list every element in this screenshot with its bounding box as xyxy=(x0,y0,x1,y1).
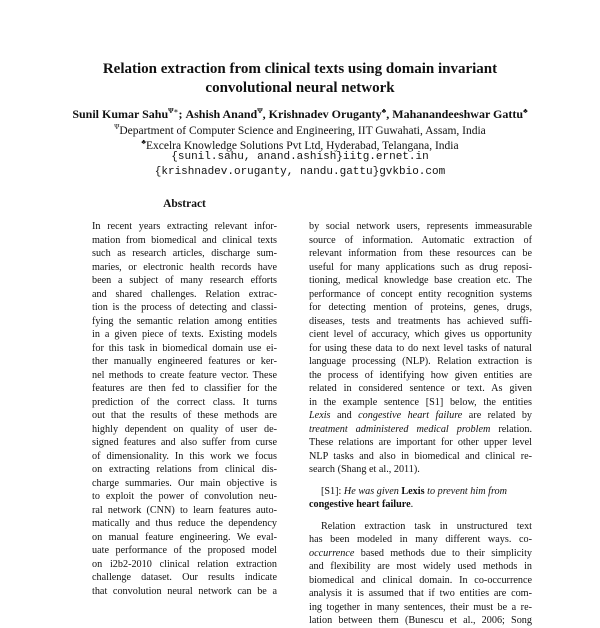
abstract-line: In recent years extracting relevant infor- xyxy=(92,221,277,232)
body-line-rich xyxy=(309,547,532,561)
body-line: useful for many applications such as drug reposi- xyxy=(309,261,532,273)
title-line-2: convolutional neural network xyxy=(205,80,395,96)
abstract-line: on manual feature engineering. We eval- xyxy=(92,531,277,543)
title-line-1: Relation extraction from clinical texts using domain invariant xyxy=(102,61,498,77)
abstract-line: highly dependent on quality of user de- xyxy=(92,423,277,435)
affiliation-mark: Ψ xyxy=(114,123,120,131)
affiliation-mark: ♣ xyxy=(141,138,146,146)
abstract-line: to exploit the power of convolution neu- xyxy=(92,491,277,502)
author-list: Sunil Kumar Sahu$^{\Psi∗}$; Ashish Anand$^\Psi$, Krishnadev Oruganty♣, Mahanandeeshwar Gattu♣ xyxy=(72,107,528,121)
body-line: the process of identifying how given entities are xyxy=(309,369,532,381)
body-line: language processing (NLP). Relation extraction is xyxy=(309,356,532,367)
body-line: biomedical and clinical domain. In co-occurrence xyxy=(309,574,532,586)
example-text: He was given xyxy=(343,485,399,497)
abstract-line: features are then fed to classifier for the xyxy=(92,383,277,394)
relation-type: treatment administered medical problem xyxy=(309,423,491,435)
abstract-line: for this task in biomedical domain use ei- xyxy=(92,342,277,354)
abstract-line: been a subject of many research efforts xyxy=(92,275,277,286)
body-line: for using these data to do next level tasks of natural xyxy=(309,342,532,354)
abstract-body xyxy=(92,220,277,598)
abstract-line: fying the semantic relation among entities xyxy=(92,315,277,327)
author-name: Krishnadev Oruganty xyxy=(268,107,382,121)
example-text: to prevent him from xyxy=(427,485,508,497)
example-label: [S1]: xyxy=(321,485,342,497)
body-line: has been modeled in many different ways. co- xyxy=(309,534,532,545)
body-line: ing together in many sentences, their must be a re- xyxy=(309,601,532,613)
author-mark: ∗ xyxy=(173,107,179,115)
body-line: lation between them (Bunescu et al., 2006; Song xyxy=(309,615,532,626)
body-line: analysis it is assumed that if two entities are com- xyxy=(309,588,532,599)
author-mark: Ψ xyxy=(257,107,263,115)
abstract-line: signed features and also suffer from curse xyxy=(92,437,277,448)
intro-body xyxy=(309,220,532,628)
body-line: relevant information from these resources can be xyxy=(309,248,532,259)
author-mark: Ψ xyxy=(168,107,174,115)
example-sentence-cont xyxy=(309,498,532,512)
abstract-line: ral network (CNN) to learn features auto- xyxy=(92,504,277,516)
body-line-rich xyxy=(309,423,532,437)
abstract-line: matically and thus reduce the dependency xyxy=(92,518,277,529)
affiliation-text: Excelra Knowledge Solutions Pvt Ltd, Hyderabad, Telangana, India xyxy=(145,139,459,152)
example-sentence xyxy=(309,485,532,499)
word: are related by xyxy=(468,410,532,421)
email-line: {krishnadev.oruganty, nandu.gattu}gvkbio.com xyxy=(154,166,446,178)
example-period: . xyxy=(410,499,414,510)
author-name: Mahanandeeshwar Gattu xyxy=(392,107,524,121)
body-line: diseases, tests and treatments has achieved suffi- xyxy=(309,315,532,327)
word: based methods due to their simplicity xyxy=(360,547,532,559)
body-line: search (Shang et al., 2011). xyxy=(309,464,420,475)
abstract-line: prediction of the correct class. It turns xyxy=(92,396,277,408)
entity-chf: congestive heart failure xyxy=(358,410,463,421)
example-entity: congestive heart failure xyxy=(309,499,411,510)
word: relation. xyxy=(498,423,532,435)
body-line: by social network users, represents immeasurable xyxy=(309,221,532,232)
abstract-line: nel methods to create feature vector. These xyxy=(92,369,277,381)
body-line: for detecting mention of proteins, genes, drugs, xyxy=(309,302,532,313)
body-line: in the example sentence [S1] below, the entities xyxy=(309,396,532,408)
body-line: Relation extraction task in unstructured text xyxy=(321,520,532,532)
term: occurrence xyxy=(309,547,355,559)
abstract-line: ther manually engineered features or ker- xyxy=(92,356,277,367)
abstract-line: on i2b2-2010 clinical relation extraction xyxy=(92,558,277,570)
abstract-line: out that the results of these methods are xyxy=(92,410,277,421)
abstract-line: in a given piece of texts. Existing models xyxy=(92,329,277,340)
body-line-rich xyxy=(309,409,532,423)
paper-title xyxy=(60,60,540,98)
abstract-line: maries, or electronic health records have xyxy=(92,261,277,273)
author-name: Ashish Anand xyxy=(185,107,258,121)
word: and xyxy=(336,410,352,421)
abstract-line: challenge dataset. Our results indicate xyxy=(92,572,277,583)
body-line: tioning, medical knowledge base creation etc. The xyxy=(309,275,532,286)
body-line: source of information. Automatic extraction of xyxy=(309,234,532,246)
abstract-line: such as research articles, discharge sum- xyxy=(92,248,277,259)
abstract-line: tion is the process of detecting and classi- xyxy=(92,302,277,313)
body-line: performance of concept entity recognition systems xyxy=(309,288,532,300)
entity-lexis: Lexis xyxy=(309,410,331,421)
body-line: These relations are important for other upper level xyxy=(309,437,532,448)
body-line: NLP tasks and also in biomedical and clinical re- xyxy=(309,450,532,462)
abstract-line: charge summaries. Our main objective is xyxy=(92,477,277,489)
abstract-line: and shared challenges. Relation extrac- xyxy=(92,288,277,300)
example-entity: Lexis xyxy=(401,485,425,497)
abstract-line: of dimensionality. In this work we focus xyxy=(92,450,277,462)
email-line: {sunil.sahu, anand.ashish}iitg.ernet.in xyxy=(171,151,429,163)
body-line: cient level of accuracy, which gives us opportunity xyxy=(309,329,532,340)
body-line: related in considered sentence or text. As given xyxy=(309,383,532,394)
abstract-heading: Abstract xyxy=(163,198,206,210)
author-name: Sunil Kumar Sahu xyxy=(72,107,169,121)
abstract-line: uate performance of the proposed model xyxy=(92,545,277,556)
author-mark: ♣ xyxy=(381,107,387,115)
body-line: and flexibility are most widely used methods in xyxy=(309,561,532,572)
abstract-line: mation from biomedical and clinical texts xyxy=(92,234,277,246)
abstract-line: on extracting relations from clinical dis- xyxy=(92,464,277,475)
affiliation-text: Department of Computer Science and Engineering, IIT Guwahati, Assam, India xyxy=(119,124,486,137)
abstract-line: that convolution neural network can be a xyxy=(92,585,277,597)
author-mark: ♣ xyxy=(523,107,528,115)
